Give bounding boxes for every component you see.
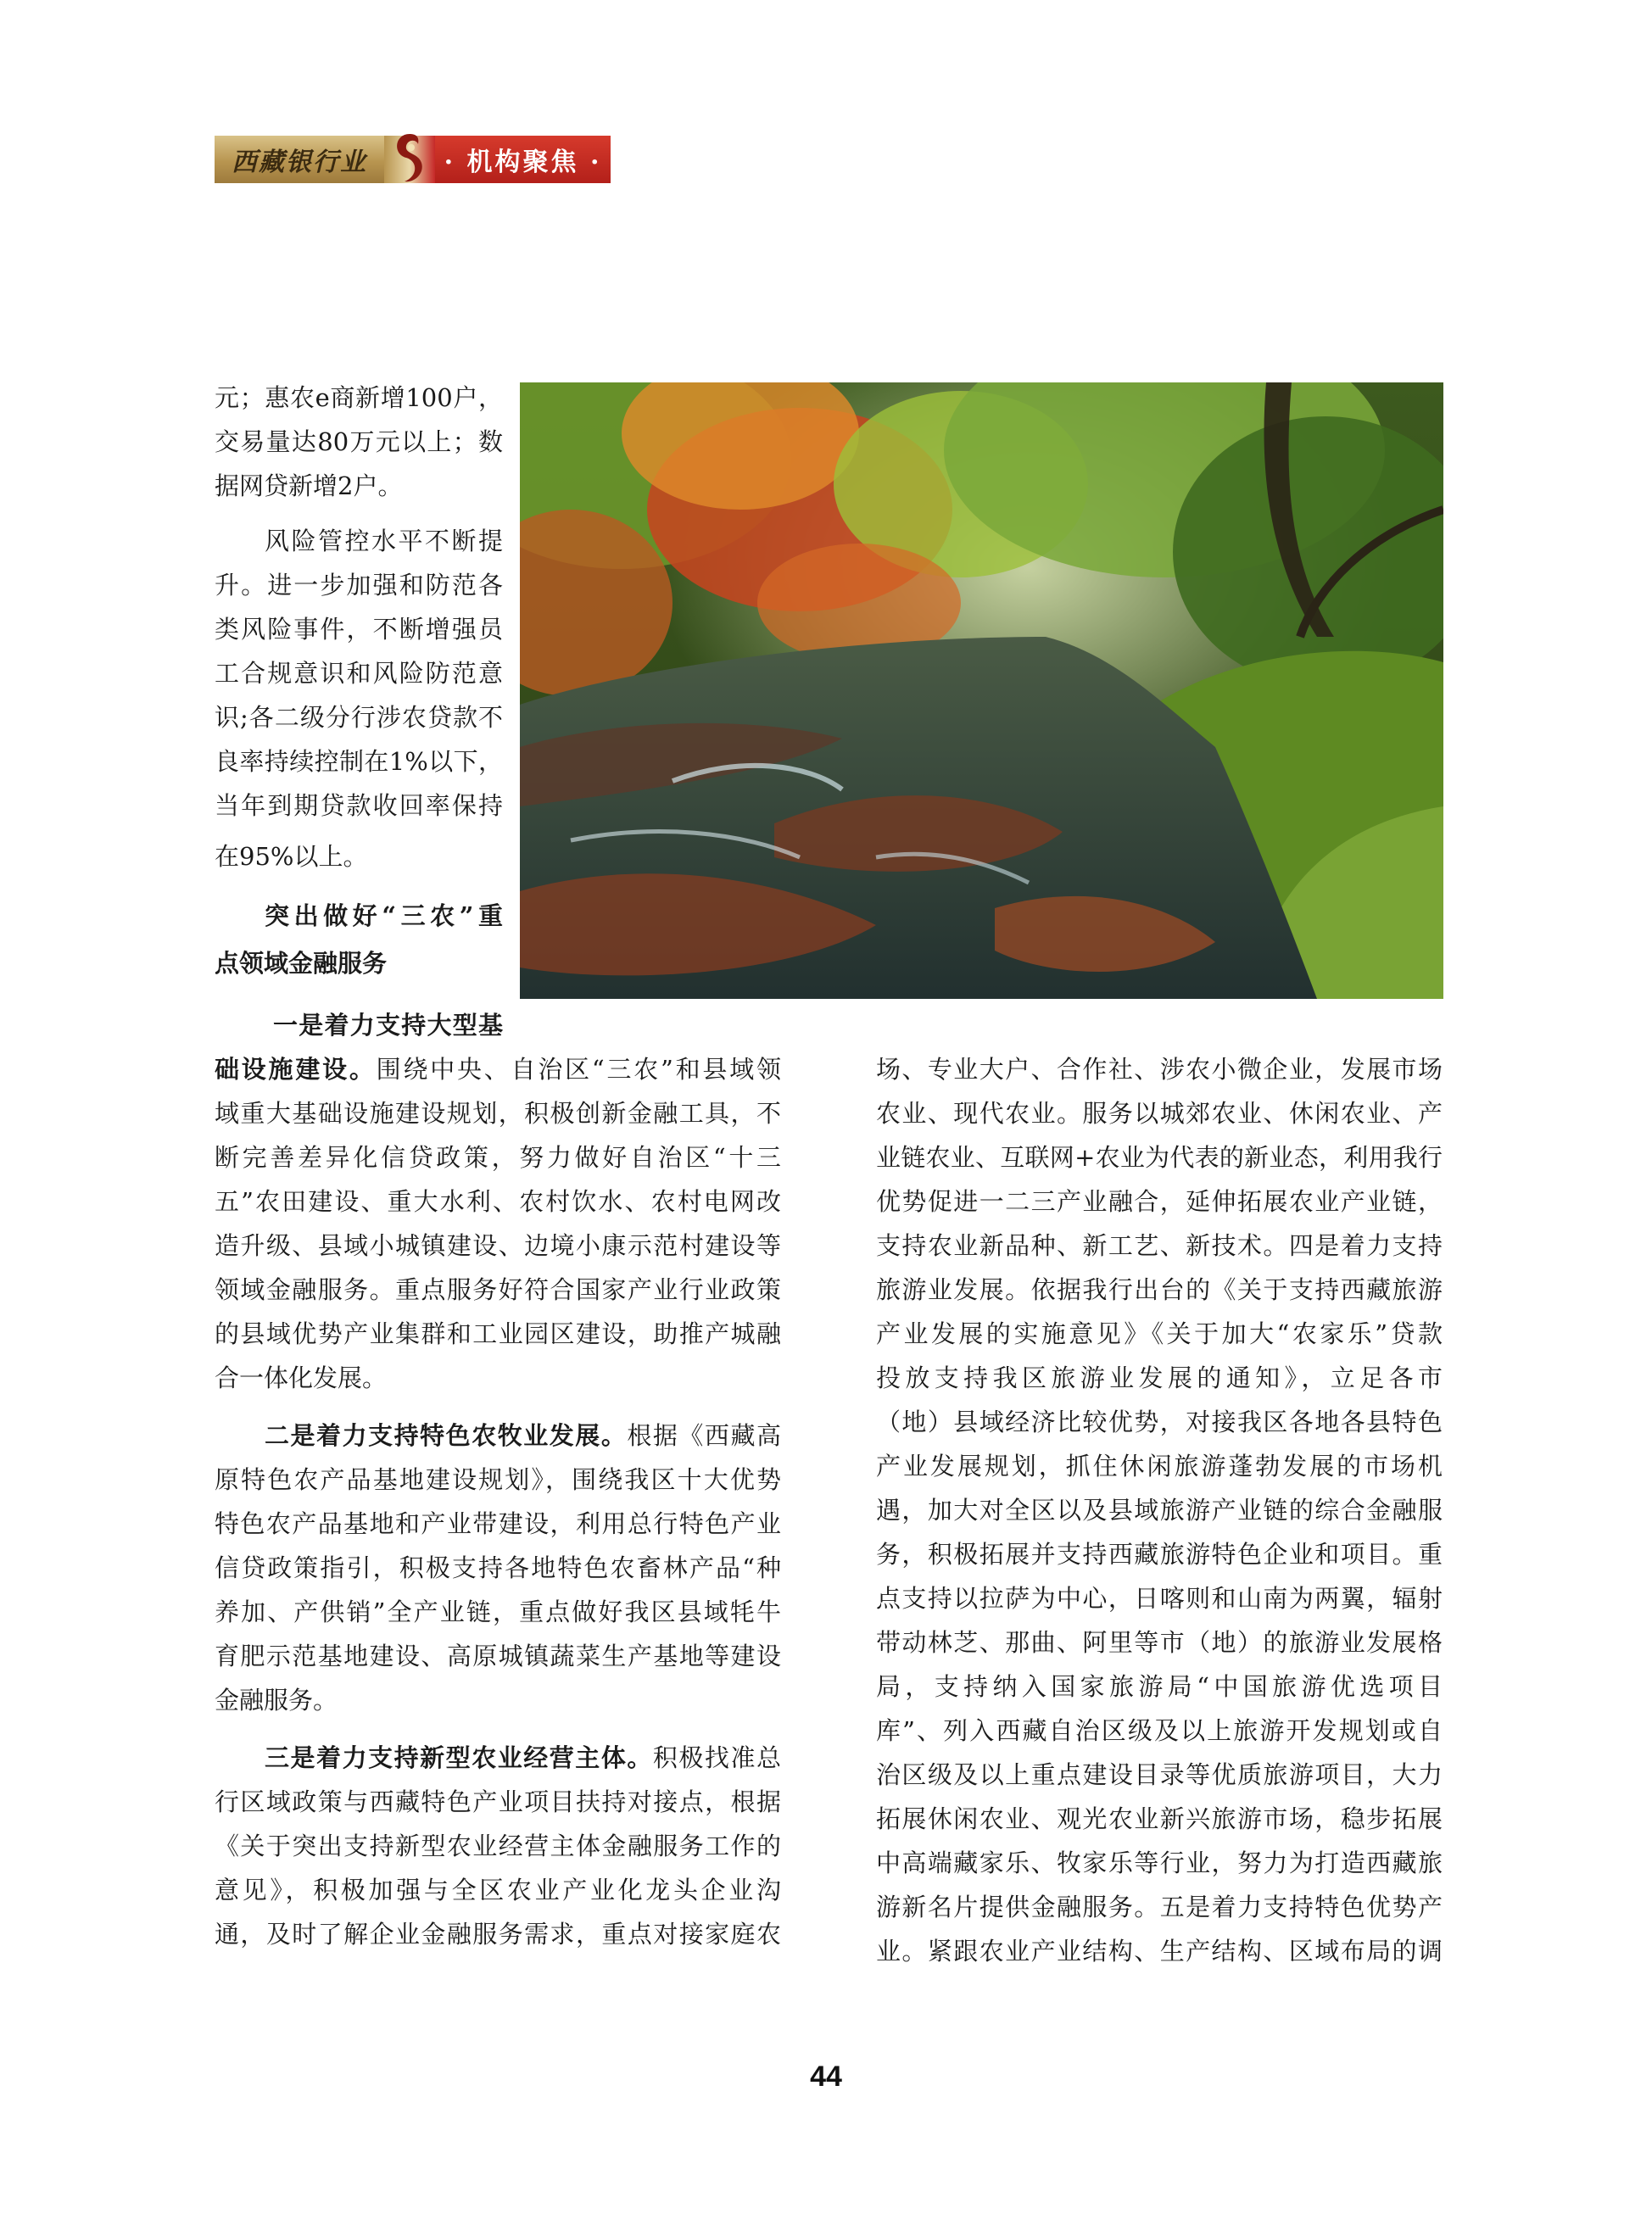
paragraph-line: 治区级及以上重点建设目录等优质旅游项目，大力 bbox=[876, 1760, 1443, 1789]
banner-left-title: 西藏银行业 bbox=[215, 136, 384, 183]
paragraph-line: 升。进一步加强和防范各 bbox=[215, 571, 503, 599]
paragraph-line: 《关于突出支持新型农业经营主体金融服务工作的 bbox=[215, 1832, 781, 1860]
paragraph-line: 投放支持我区旅游业发展的通知》，立足各市 bbox=[876, 1363, 1443, 1392]
paragraph-line: 原特色农产品基地建设规划》，围绕我区十大优势 bbox=[215, 1465, 781, 1494]
paragraph-line: 断完善差异化信贷政策，努力做好自治区“十三 bbox=[215, 1143, 781, 1172]
paragraph-line: 场、专业大户、合作社、涉农小微企业，发展市场 bbox=[876, 1055, 1443, 1084]
paragraph-line: 础设施建设。围绕中央、自治区“三农”和县域领 bbox=[215, 1055, 781, 1084]
paragraph-line: 遇，加大对全区以及县域旅游产业链的综合金融服 bbox=[876, 1496, 1443, 1525]
paragraph-line: 通，及时了解企业金融服务需求，重点对接家庭农 bbox=[215, 1920, 781, 1949]
paragraph-line: 类风险事件，不断增强员 bbox=[215, 615, 503, 644]
paragraph-line: 农业、现代农业。服务以城郊农业、休闲农业、产 bbox=[876, 1099, 1443, 1128]
banner-right-title: · 机构聚焦 · bbox=[435, 136, 611, 183]
paragraph-line: 特色农产品基地和产业带建设，利用总行特色产业 bbox=[215, 1509, 781, 1538]
paragraph-line: 良率持续控制在1%以下， bbox=[215, 747, 503, 776]
paragraph-line: 育肥示范基地建设、高原城镇蔬菜生产基地等建设 bbox=[215, 1642, 781, 1670]
paragraph-line: 造升级、县域小城镇建设、边境小康示范村建设等 bbox=[215, 1231, 781, 1260]
paragraph-line: 产业发展规划，抓住休闲旅游蓬勃发展的市场机 bbox=[876, 1452, 1443, 1481]
paragraph-line: 据网贷新增2户。 bbox=[215, 471, 403, 500]
paragraph-line: 工合规意识和风险防范意 bbox=[215, 659, 503, 688]
paragraph-line: 业链农业、互联网+农业为代表的新业态，利用我行 bbox=[876, 1143, 1443, 1172]
paragraph-line: 元；惠农e商新增100户， bbox=[215, 383, 503, 412]
paragraph-line: 交易量达80万元以上；数 bbox=[215, 427, 503, 456]
line-rest: 根据《西藏高 bbox=[627, 1421, 781, 1450]
section-heading: 突出做好“三农”重 bbox=[265, 901, 503, 930]
paragraph-line: 业。紧跟农业产业结构、生产结构、区域布局的调 bbox=[876, 1937, 1443, 1966]
paragraph-line: 在95%以上。 bbox=[215, 842, 368, 871]
paragraph-line: 旅游业发展。依据我行出台的《关于支持西藏旅游 bbox=[876, 1275, 1443, 1304]
line-rest: 积极找准总 bbox=[652, 1743, 781, 1772]
paragraph-line: 域重大基础设施建设规划，积极创新金融工具，不 bbox=[215, 1099, 781, 1128]
paragraph-line: 合一体化发展。 bbox=[215, 1363, 388, 1392]
paragraph-lead: 一是着力支持大型基 bbox=[273, 1011, 503, 1040]
paragraph-line: 养加、产供销”全产业链，重点做好我区县域牦牛 bbox=[215, 1598, 781, 1626]
paragraph-line: 中高端藏家乐、牧家乐等行业，努力为打造西藏旅 bbox=[876, 1849, 1443, 1877]
paragraph-line: 二是着力支持特色农牧业发展。根据《西藏高 bbox=[265, 1421, 781, 1450]
paragraph-line: 务，积极拓展并支持西藏旅游特色企业和项目。重 bbox=[876, 1540, 1443, 1569]
paragraph-line: 风险管控水平不断提 bbox=[265, 527, 503, 555]
paragraph-line: 三是着力支持新型农业经营主体。积极找准总 bbox=[265, 1743, 781, 1772]
paragraph-line: 局，支持纳入国家旅游局“中国旅游优选项目 bbox=[876, 1672, 1443, 1701]
page-number: 44 bbox=[810, 2060, 842, 2093]
paragraph-line: 拓展休闲农业、观光农业新兴旅游市场，稳步拓展 bbox=[876, 1804, 1443, 1833]
paragraph-line: 金融服务。 bbox=[215, 1686, 338, 1715]
section-banner bbox=[215, 136, 611, 183]
paragraph-line: 识;各二级分行涉农贷款不 bbox=[215, 703, 503, 732]
section-heading: 点领域金融服务 bbox=[215, 949, 388, 978]
paragraph-line: 支持农业新品种、新工艺、新技术。四是着力支持 bbox=[876, 1231, 1443, 1260]
line-rest: 围绕中央、自治区“三农”和县域领 bbox=[376, 1055, 781, 1084]
paragraph-line: （地）县域经济比较优势，对接我区各地各县特色 bbox=[876, 1408, 1443, 1436]
paragraph-line: 当年到期贷款收回率保持 bbox=[215, 791, 503, 820]
paragraph-line: 带动林芝、那曲、阿里等市（地）的旅游业发展格 bbox=[876, 1628, 1443, 1657]
paragraph-line: 信贷政策指引，积极支持各地特色农畜林产品“种 bbox=[215, 1553, 781, 1582]
paragraph-line: 行区域政策与西藏特色产业项目扶持对接点，根据 bbox=[215, 1787, 781, 1816]
paragraph-line: 的县域优势产业集群和工业园区建设，助推产城融 bbox=[215, 1319, 781, 1348]
paragraph-line: 产业发展的实施意见》《关于加大“农家乐”贷款 bbox=[876, 1319, 1443, 1348]
paragraph-line: 意见》，积极加强与全区农业产业化龙头企业沟 bbox=[215, 1876, 781, 1904]
paragraph-line: 库”、列入西藏自治区级及以上旅游开发规划或自 bbox=[876, 1716, 1443, 1745]
paragraph-line: 领域金融服务。重点服务好符合国家产业行业政策 bbox=[215, 1275, 781, 1304]
autumn-forest-stream-photo bbox=[520, 382, 1443, 999]
paragraph-line: 五”农田建设、重大水利、农村饮水、农村电网改 bbox=[215, 1187, 781, 1216]
paragraph-line: 优势促进一二三产业融合，延伸拓展农业产业链， bbox=[876, 1187, 1443, 1216]
paragraph-line: 点支持以拉萨为中心，日喀则和山南为两翼，辐射 bbox=[876, 1584, 1443, 1613]
paragraph-line: 游新名片提供金融服务。五是着力支持特色优势产 bbox=[876, 1893, 1443, 1921]
banner-logo-icon bbox=[384, 136, 435, 183]
